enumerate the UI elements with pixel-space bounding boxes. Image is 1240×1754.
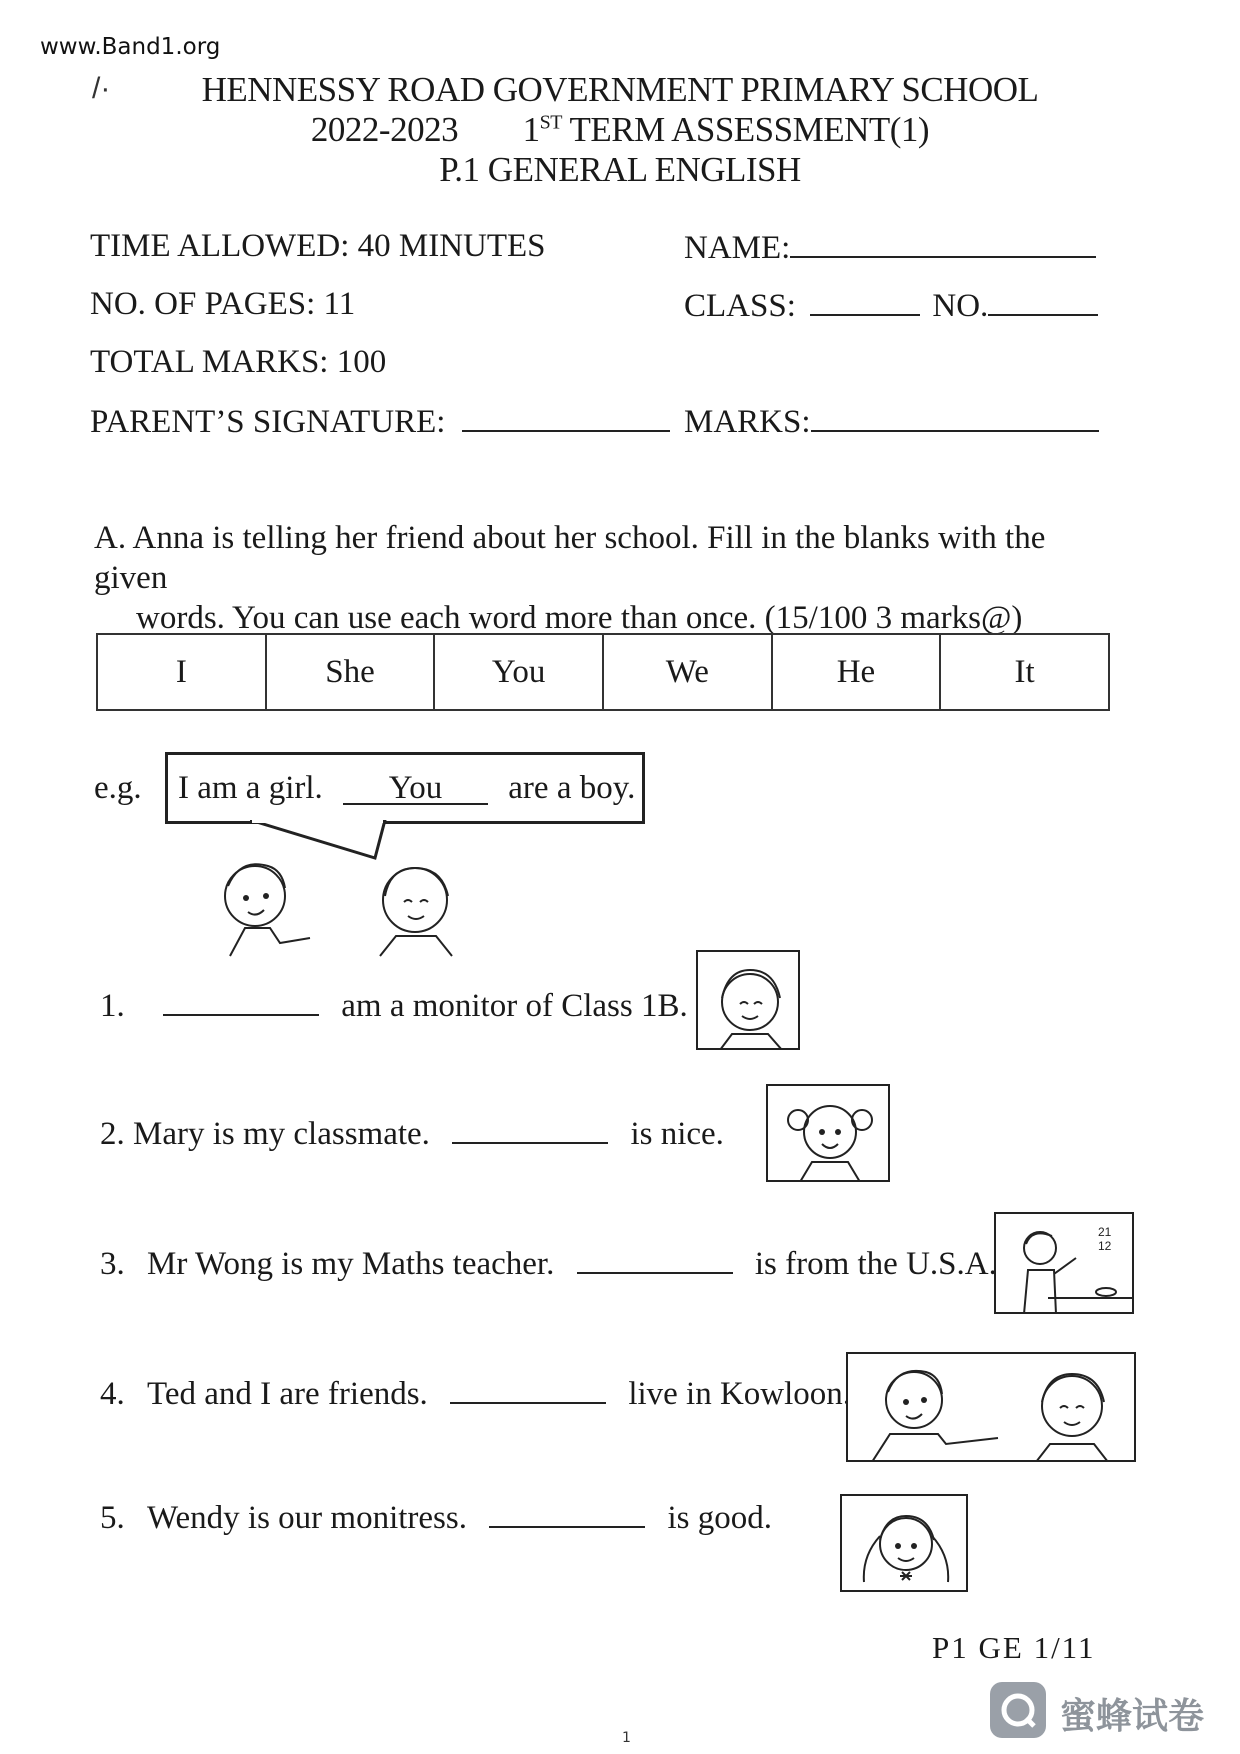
question-3-before: Mr Wong is my Maths teacher. bbox=[147, 1246, 555, 1282]
question-2-before: Mary is my classmate. bbox=[133, 1116, 430, 1152]
question-1-number: 1. bbox=[100, 988, 125, 1024]
question-3-after: is from the U.S.A. bbox=[754, 1246, 997, 1282]
school-year: 2022-2023 bbox=[310, 110, 459, 149]
corner-mark: /· bbox=[92, 72, 111, 105]
question-5-number: 5. bbox=[100, 1500, 125, 1536]
instruction-line-1: A. Anna is telling her friend about her school. Fill in the blanks with the given bbox=[94, 520, 1046, 596]
question-4-before: Ted and I are friends. bbox=[147, 1376, 428, 1412]
total-marks: TOTAL MARKS: 100 bbox=[90, 344, 387, 380]
word-bank-cell: We bbox=[603, 634, 772, 710]
word-bank-cell: She bbox=[266, 634, 435, 710]
question-1 bbox=[100, 988, 688, 1025]
question-2 bbox=[100, 1116, 724, 1153]
girl-drawing bbox=[360, 852, 470, 960]
word-bank-table bbox=[96, 633, 1110, 711]
question-3-blank[interactable] bbox=[577, 1246, 733, 1274]
section-a-instructions bbox=[94, 518, 1114, 638]
mary-picture bbox=[766, 1084, 890, 1182]
question-3 bbox=[100, 1246, 997, 1283]
word-bank-cell: He bbox=[772, 634, 941, 710]
wendy-picture bbox=[840, 1494, 968, 1592]
girl-picture bbox=[696, 950, 800, 1050]
question-4-number: 4. bbox=[100, 1376, 125, 1412]
example-before: I am a girl. bbox=[178, 770, 323, 806]
term-number: 1 bbox=[522, 110, 540, 149]
question-1-after: am a monitor of Class 1B. bbox=[341, 988, 688, 1024]
example-speech-bubble bbox=[165, 752, 645, 824]
name-field bbox=[684, 230, 1096, 267]
watermark-text: 蜜蜂试卷 bbox=[1060, 1696, 1205, 1737]
marks-blank[interactable] bbox=[811, 408, 1099, 432]
number-blank[interactable] bbox=[988, 292, 1098, 316]
subject-title: P.1 GENERAL ENGLISH bbox=[439, 150, 801, 189]
question-4 bbox=[100, 1376, 851, 1413]
question-5-after: is good. bbox=[667, 1500, 772, 1536]
number-label: NO. bbox=[932, 288, 989, 324]
school-name: HENNESSY ROAD GOVERNMENT PRIMARY SCHOOL bbox=[201, 70, 1039, 109]
word-bank-cell: You bbox=[434, 634, 603, 710]
term-line bbox=[0, 110, 1240, 150]
boy-drawing bbox=[210, 848, 320, 958]
class-field bbox=[684, 288, 1098, 325]
term-title: TERM ASSESSMENT(1) bbox=[561, 110, 930, 149]
page-code: P1 GE 1/11 bbox=[932, 1630, 1096, 1665]
question-1-blank[interactable] bbox=[163, 988, 319, 1016]
question-5-before: Wendy is our monitress. bbox=[147, 1500, 467, 1536]
word-bank-cell: It bbox=[940, 634, 1109, 710]
word-bank-cell: I bbox=[97, 634, 266, 710]
class-blank[interactable] bbox=[810, 292, 920, 316]
question-5 bbox=[100, 1500, 772, 1537]
example-answer: You bbox=[343, 773, 488, 805]
parent-signature-blank[interactable] bbox=[462, 408, 670, 432]
class-label: CLASS: bbox=[684, 288, 796, 324]
example-label: e.g. bbox=[94, 770, 142, 806]
question-2-blank[interactable] bbox=[452, 1116, 608, 1144]
teacher-picture bbox=[994, 1212, 1134, 1314]
website-url: www.Band1.org bbox=[40, 34, 221, 60]
instruction-line-2: words. You can use each word more than once. (15/100 3 marks@) bbox=[136, 600, 1023, 636]
marks-field bbox=[684, 404, 1099, 441]
time-allowed: TIME ALLOWED: 40 MINUTES bbox=[90, 228, 546, 264]
parent-signature-label: PARENT’S SIGNATURE: bbox=[90, 404, 446, 440]
page-number: 1 bbox=[622, 1730, 631, 1746]
term-superscript: ST bbox=[539, 111, 562, 134]
question-4-blank[interactable] bbox=[450, 1376, 606, 1404]
question-2-after: is nice. bbox=[630, 1116, 724, 1152]
question-2-number: 2. bbox=[100, 1116, 125, 1152]
example-after: are a boy. bbox=[508, 770, 636, 806]
name-label: NAME: bbox=[684, 230, 791, 266]
question-4-after: live in Kowloon. bbox=[628, 1376, 852, 1412]
name-blank[interactable] bbox=[790, 234, 1096, 258]
marks-label: MARKS: bbox=[684, 404, 811, 440]
number-of-pages: NO. OF PAGES: 11 bbox=[90, 286, 356, 322]
ted-and-friend-picture bbox=[846, 1352, 1136, 1462]
parent-signature-field bbox=[90, 404, 670, 441]
svg-text:12: 12 bbox=[1098, 1239, 1112, 1253]
question-5-blank[interactable] bbox=[489, 1500, 645, 1528]
question-3-number: 3. bbox=[100, 1246, 125, 1282]
watermark-logo-icon bbox=[990, 1682, 1046, 1738]
board-numbers: 21 bbox=[1098, 1225, 1112, 1239]
